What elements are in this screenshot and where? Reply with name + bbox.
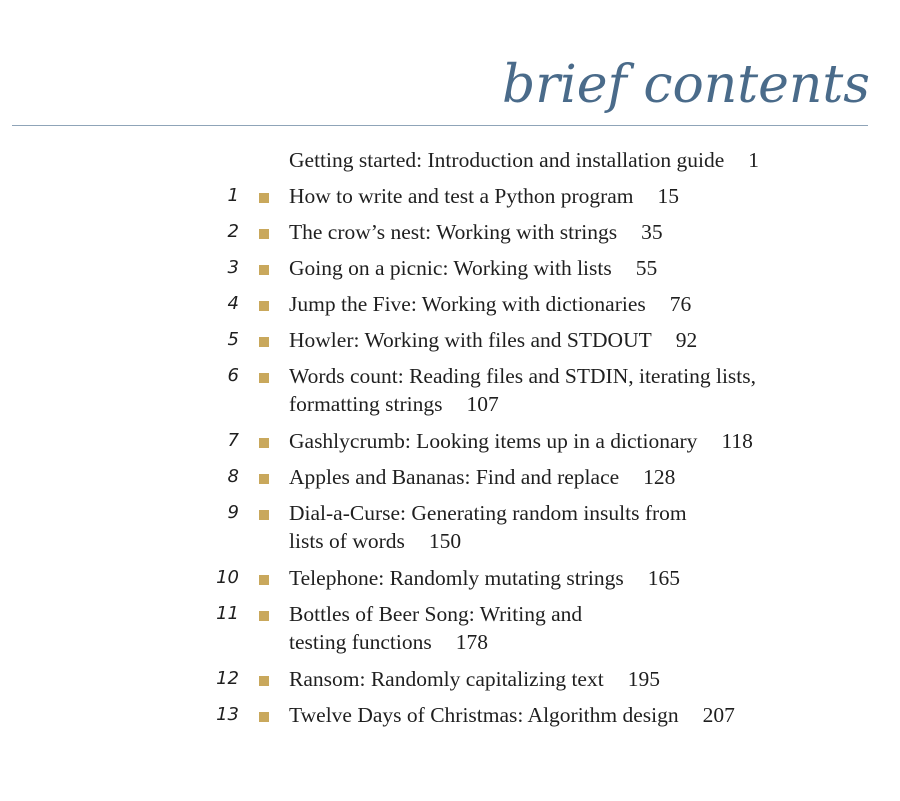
chapter-title-line: lists of words: [289, 529, 405, 553]
square-bullet-icon: [259, 611, 269, 621]
square-bullet-icon: [259, 712, 269, 722]
table-of-contents: [0, 146, 900, 737]
toc-entry-chapter-13: [0, 701, 900, 729]
chapter-number: 8: [227, 466, 239, 487]
chapter-title-line: Twelve Days of Christmas: Algorithm design: [289, 703, 679, 727]
entry-text: [289, 290, 849, 318]
chapter-title-line: Words count: Reading files and STDIN, iterating lists,: [289, 364, 757, 388]
entry-text: [289, 499, 849, 555]
entry-text: [289, 564, 849, 592]
chapter-title-line: Telephone: Randomly mutating strings: [289, 566, 624, 590]
page-number: 76: [669, 292, 692, 316]
entry-text: [289, 254, 849, 282]
chapter-number: 7: [227, 430, 239, 451]
chapter-number: 9: [227, 502, 239, 523]
chapter-title-line: The crow’s nest: Working with strings: [289, 220, 618, 244]
page-number: 195: [627, 667, 660, 691]
page-number: 35: [641, 220, 663, 244]
entry-text: [289, 427, 849, 455]
page-number: 107: [466, 392, 499, 416]
square-bullet-icon: [259, 474, 269, 484]
chapter-title-line: Ransom: Randomly capitalizing text: [289, 667, 604, 691]
page-number: 55: [635, 256, 658, 280]
square-bullet-icon: [259, 438, 269, 448]
chapter-title-line: formatting strings: [289, 392, 443, 416]
square-bullet-icon: [259, 575, 269, 585]
square-bullet-icon: [259, 265, 269, 275]
toc-entry-chapter-2: [0, 218, 900, 246]
toc-entry-chapter-10: [0, 564, 900, 592]
page-number: 15: [657, 184, 680, 208]
square-bullet-icon: [259, 676, 269, 686]
toc-entry-chapter-4: [0, 290, 900, 318]
chapter-title-line: How to write and test a Python program: [289, 184, 634, 208]
chapter-number: 11: [216, 603, 239, 624]
square-bullet-icon: [259, 337, 269, 347]
entry-text: [289, 182, 849, 210]
toc-entry-chapter-6: [0, 362, 900, 418]
page-number: 178: [455, 630, 488, 654]
square-bullet-icon: [259, 193, 269, 203]
entry-text: [289, 600, 849, 656]
chapter-title-line: Howler: Working with files and STDOUT: [289, 328, 652, 352]
chapter-title-line: Jump the Five: Working with dictionaries: [289, 292, 646, 316]
chapter-number: 6: [227, 365, 239, 386]
toc-entry-chapter-11: [0, 600, 900, 656]
chapter-title-line: Getting started: Introduction and installation guide: [289, 148, 725, 172]
toc-entry-chapter-7: [0, 427, 900, 455]
entry-text: [289, 218, 849, 246]
chapter-number: 5: [227, 329, 239, 350]
chapter-title-line: Bottles of Beer Song: Writing and: [289, 602, 583, 626]
toc-entry-intro: [0, 146, 900, 174]
toc-entry-chapter-8: [0, 463, 900, 491]
chapter-title-line: testing functions: [289, 630, 432, 654]
chapter-number: 4: [227, 293, 239, 314]
entry-text: [289, 146, 849, 174]
chapter-title-line: Going on a picnic: Working with lists: [289, 256, 612, 280]
page-number: 118: [721, 429, 753, 453]
chapter-number: 12: [216, 668, 239, 689]
chapter-number: 13: [216, 704, 239, 725]
page-number: 92: [675, 328, 698, 352]
entry-text: [289, 701, 849, 729]
page-title: brief contents: [502, 55, 870, 115]
entry-text: [289, 326, 849, 354]
page-number: 207: [702, 703, 735, 727]
chapter-title-line: Dial-a-Curse: Generating random insults from: [289, 501, 687, 525]
page-number: 1: [748, 148, 760, 172]
chapter-title-line: Gashlycrumb: Looking items up in a dictionary: [289, 429, 698, 453]
entry-text: [289, 362, 849, 418]
toc-entry-chapter-1: [0, 182, 900, 210]
toc-entry-chapter-3: [0, 254, 900, 282]
entry-text: [289, 665, 849, 693]
page-number: 165: [647, 566, 680, 590]
square-bullet-icon: [259, 373, 269, 383]
entry-text: [289, 463, 849, 491]
square-bullet-icon: [259, 301, 269, 311]
page-number: 128: [643, 465, 676, 489]
square-bullet-icon: [259, 229, 269, 239]
chapter-title-line: Apples and Bananas: Find and replace: [289, 465, 620, 489]
chapter-number: 2: [227, 221, 239, 242]
chapter-number: 3: [227, 257, 239, 278]
toc-entry-chapter-9: [0, 499, 900, 555]
toc-entry-chapter-5: [0, 326, 900, 354]
square-bullet-icon: [259, 510, 269, 520]
toc-entry-chapter-12: [0, 665, 900, 693]
chapter-number: 10: [216, 567, 239, 588]
chapter-number: 1: [227, 185, 239, 206]
page-number: 150: [428, 529, 462, 553]
title-divider: [12, 125, 868, 126]
